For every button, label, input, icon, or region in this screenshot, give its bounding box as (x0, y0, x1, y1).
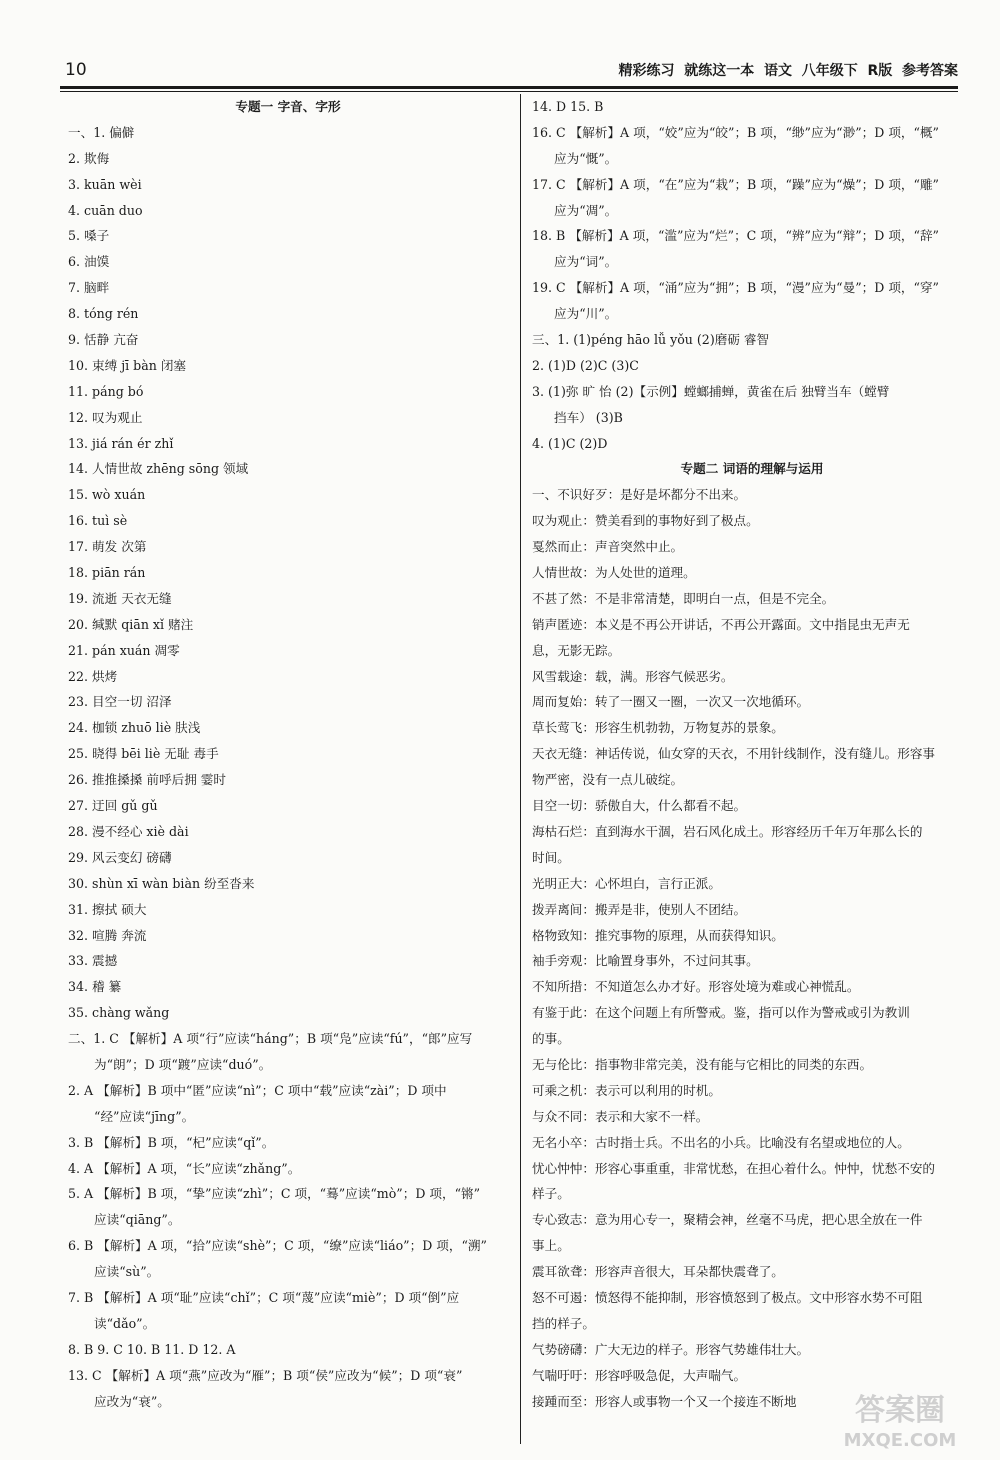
answer-line: 24. 枷锁 zhuō liè 肤浅 (68, 720, 201, 736)
answer-line: 格物致知：推究事物的原理，从而获得知识。 (532, 927, 784, 943)
answer-line: 26. 推推搡搡 前呼后拥 霎时 (68, 772, 226, 788)
answer-line: 13. C 【解析】A 项“燕”应改为“雁”；B 项“侯”应改为“候”；D 项“衰” (68, 1367, 463, 1383)
answer-line: 周而复始：转了一圈又一圈，一次又一次地循环。 (532, 694, 810, 710)
answer-line: 拨弄离间：搬弄是非，使别人不团结。 (532, 901, 747, 917)
answer-line: 22. 烘烤 (68, 668, 118, 684)
page-number: 10 (65, 60, 87, 80)
answer-line: 5. A 【解析】B 项，“挚”应读“zhì”；C 项，“蓦”应读“mò”；D 项，“锵” (68, 1186, 481, 1202)
answer-line: 风雪载途：载，满。形容气候恶劣。 (532, 668, 734, 684)
answer-line: 14. 人情世故 zhēng sōng 领域 (68, 461, 249, 477)
answer-line: 应读“sù”。 (94, 1264, 160, 1280)
answer-line: 气势磅礴：广大无边的样子。形容气势雄伟壮大。 (532, 1341, 810, 1357)
answer-line: 8. tóng rén (68, 306, 139, 322)
answer-line: 袖手旁观：比喻置身事外，不过问其事。 (532, 953, 759, 969)
answer-line: 6. 油馍 (68, 254, 110, 270)
header-rule (60, 86, 958, 89)
answer-line: 18. B 【解析】A 项，“滥”应为“烂”；C 项，“辨”应为“辩”；D 项，“辞” (532, 228, 939, 244)
answer-line: 6. B 【解析】A 项，“拾”应读“shè”；C 项，“缭”应读“liáo”；D 项，“溯” (68, 1238, 487, 1254)
watermark-title: 答案圈 (855, 1393, 945, 1428)
answer-line: 应为“词”。 (554, 254, 618, 270)
answer-line: 人情世故：为人处世的道理。 (532, 565, 696, 581)
answer-line: 应读“qiāng”。 (94, 1212, 181, 1228)
answer-line: 震耳欲聋：形容声音很大，耳朵都快震聋了。 (532, 1264, 784, 1280)
answer-line: 2. (1)D (2)C (3)C (532, 357, 639, 373)
answer-line: 应为“慨”。 (554, 150, 618, 166)
answer-line: 为“朗”；D 项“踱”应读“duó”。 (94, 1056, 272, 1072)
answer-line: 14. D 15. B (532, 99, 604, 114)
answer-line: 3. kuān wèi (68, 176, 142, 192)
answer-line: 有鉴于此：在这个问题上有所警戒。鉴，指可以作为警戒或引为教训 (532, 1005, 910, 1021)
answer-line: 33. 震撼 (68, 953, 118, 969)
answer-line: 4. A 【解析】A 项，“长”应读“zhǎng”。 (68, 1160, 301, 1176)
answer-line: 三、1. (1)péng hāo lǚ yǒu (2)磨砺 睿智 (532, 332, 770, 348)
answer-line: 3. B 【解析】B 项，“杞”应读“qǐ”。 (68, 1134, 275, 1150)
answer-line: 一、1. 偏僻 (68, 124, 135, 140)
answer-line: 31. 擦拭 硕大 (68, 901, 147, 917)
answer-line: 15. wò xuán (68, 487, 146, 503)
answer-line: 20. 缄默 qiān xǐ 赌注 (68, 616, 194, 632)
answer-line: 叹为观止：赞美看到的事物好到了极点。 (532, 513, 759, 529)
answer-line: 专心致志：意为用心专一，聚精会神，丝毫不马虎，把心思全放在一件 (532, 1212, 923, 1228)
header-rule-thin (60, 91, 958, 92)
answer-line: 25. 晓得 bēi liè 无耻 毒手 (68, 746, 219, 762)
answer-line: 怒不可遏：愤怒得不能抑制，形容愤怒到了极点。文中形容水势不可阻 (532, 1289, 923, 1305)
answer-line: 应为“川”。 (554, 306, 618, 322)
answer-line: 读“dǎo”。 (94, 1315, 156, 1331)
section-heading: 专题二 词语的理解与运用 (680, 461, 824, 477)
answer-line: 挡的样子。 (532, 1315, 595, 1331)
page-header (60, 58, 958, 88)
answer-line: 27. 迂回 gǔ gǔ (68, 798, 158, 814)
answer-line: 2. A 【解析】B 项中“匿”应读“nì”；C 项中“载”应读“zài”；D 项中 (68, 1082, 447, 1098)
answer-line: 物严密，没有一点儿破绽。 (532, 772, 684, 788)
answer-line: 11. páng bó (68, 383, 144, 399)
answer-line: 4. (1)C (2)D (532, 435, 608, 451)
answer-line: 32. 喧腾 奔流 (68, 927, 147, 943)
answer-line: 16. tuì sè (68, 513, 128, 529)
answer-line: 气喘吁吁：形容呼吸急促，大声喘气。 (532, 1367, 747, 1383)
answer-line: 3. (1)弥 旷 怡 (2)【示例】螳螂捕蝉，黄雀在后 独臂当车（螳臂 (532, 383, 890, 399)
section-heading: 专题一 字音、字形 (235, 99, 341, 114)
answer-line: 海枯石烂：直到海水干涸，岩石风化成土。形容经历千年万年那么长的 (532, 823, 923, 839)
answer-line: 34. 稽 纂 (68, 979, 122, 995)
right-column (532, 94, 972, 1414)
answer-line: 35. chàng wǎng (68, 1005, 170, 1021)
header-title: 精彩练习 就练这一本 语文 八年级下 R版 参考答案 (618, 63, 958, 79)
answer-line: 事上。 (532, 1238, 570, 1254)
answer-line: 一、不识好歹：是好是坏都分不出来。 (532, 487, 747, 503)
answer-line: 8. B 9. C 10. B 11. D 12. A (68, 1341, 236, 1357)
answer-line: 的事。 (532, 1031, 570, 1047)
watermark-url: MXQE.COM (843, 1430, 957, 1451)
answer-line: 7. B 【解析】A 项“耻”应读“chǐ”；C 项“蔑”应读“miè”；D 项“倒”应 (68, 1289, 460, 1305)
watermark-logo (830, 1384, 970, 1454)
answer-line: 29. 风云变幻 磅礴 (68, 849, 172, 865)
answer-line: 接踵而至：形容人或事物一个又一个接连不断地 (532, 1393, 797, 1409)
answer-line: 2. 欺侮 (68, 150, 110, 166)
answer-line: 17. C 【解析】A 项，“在”应为“栽”；B 项，“躁”应为“燥”；D 项，“雕” (532, 176, 939, 192)
answer-line: 21. pán xuán 凋零 (68, 642, 180, 658)
answer-line: 16. C 【解析】A 项，“姣”应为“皎”；B 项，“缈”应为“渺”；D 项，“概” (532, 124, 939, 140)
answer-line: 天衣无缝：神话传说，仙女穿的天衣，不用针线制作，没有缝儿。形容事 (532, 746, 935, 762)
answer-line: 戛然而止：声音突然中止。 (532, 539, 684, 555)
answer-line: 23. 目空一切 沼泽 (68, 694, 172, 710)
answer-line: “经”应读“jīng”。 (94, 1108, 195, 1124)
answer-line: 二、1. C 【解析】A 项“行”应读“háng”；B 项“凫”应读“fú”，“郎”应写 (68, 1031, 473, 1047)
answer-line: 19. 流逝 天衣无缝 (68, 590, 172, 606)
answer-line: 不甚了然：不是非常清楚，即明白一点，但是不完全。 (532, 590, 835, 606)
answer-line: 10. 束缚 jī bàn 闭塞 (68, 357, 187, 373)
answer-line: 13. jiá rán ér zhǐ (68, 435, 174, 451)
answer-line: 息，无影无踪。 (532, 642, 621, 658)
answer-line: 草长莺飞：形容生机勃勃，万物复苏的景象。 (532, 720, 784, 736)
answer-line: 与众不同：表示和大家不一样。 (532, 1108, 709, 1124)
answer-line: 18. piān rán (68, 565, 146, 581)
answer-line: 9. 恬静 亢奋 (68, 332, 139, 348)
answer-line: 可乘之机：表示可以利用的时机。 (532, 1082, 721, 1098)
answer-line: 无与伦比：指事物非常完美，没有能与它相比的同类的东西。 (532, 1056, 873, 1072)
answer-line: 12. 叹为观止 (68, 409, 143, 425)
answer-line: 样子。 (532, 1186, 570, 1202)
answer-line: 19. C 【解析】A 项，“涌”应为“拥”；B 项，“漫”应为“曼”；D 项，“穿” (532, 280, 939, 296)
answer-line: 4. cuān duo (68, 202, 143, 218)
answer-line: 5. 嗓子 (68, 228, 110, 244)
answer-line: 应为“凋”。 (554, 202, 618, 218)
answer-line: 时间。 (532, 849, 570, 865)
column-divider (520, 94, 521, 1444)
answer-line: 28. 漫不经心 xiè dài (68, 823, 189, 839)
answer-line: 销声匿迹：本义是不再公开讲话，不再公开露面。文中指昆虫无声无 (532, 616, 910, 632)
answer-line: 不知所措：不知道怎么办才好。形容处境为难或心神慌乱。 (532, 979, 860, 995)
answer-line: 挡车） (3)B (554, 409, 623, 425)
answer-line: 30. shùn xī wàn biàn 纷至沓来 (68, 875, 255, 891)
answer-line: 忧心忡忡：形容心事重重，非常忧愁，在担心着什么。忡忡，忧愁不安的 (532, 1160, 935, 1176)
answer-line: 目空一切：骄傲自大，什么都看不起。 (532, 798, 747, 814)
answer-line: 17. 萌发 次第 (68, 539, 147, 555)
answer-line: 光明正大：心怀坦白，言行正派。 (532, 875, 721, 891)
answer-line: 无名小卒：古时指士兵。不出名的小兵。比喻没有名望或地位的人。 (532, 1134, 910, 1150)
answer-line: 应改为“衰”。 (94, 1393, 170, 1409)
left-column (68, 94, 508, 1414)
answer-line: 7. 脑畔 (68, 280, 110, 296)
